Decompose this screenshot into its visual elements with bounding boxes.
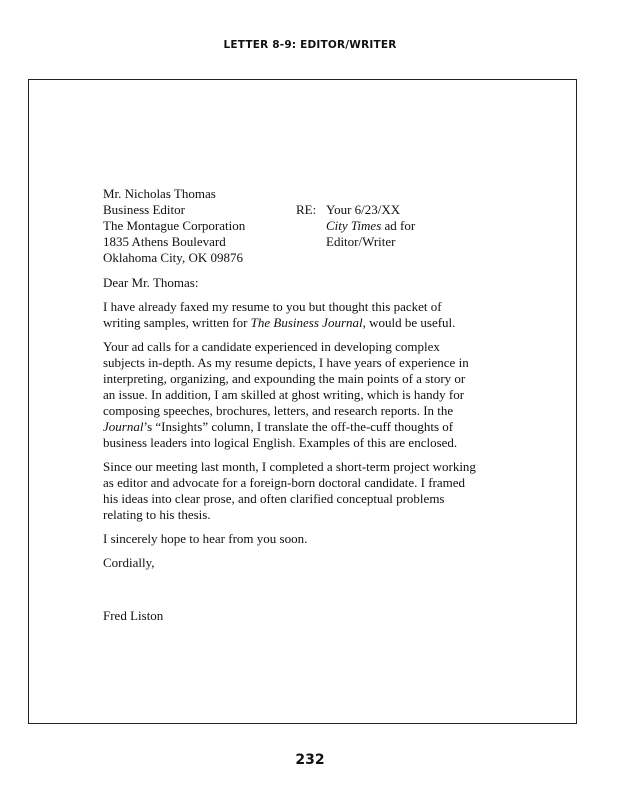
- salutation: Dear Mr. Thomas:: [103, 275, 199, 290]
- paragraph-2-text: ’s “Insights” column, I translate the off-the-cuff thoughts of: [143, 419, 454, 434]
- re-line-2: [326, 218, 415, 234]
- paragraph-2-line: subjects in-depth. As my resume depicts, I have years of experience in: [103, 355, 469, 370]
- paragraph-3: [103, 459, 503, 523]
- recipient-name: Mr. Nicholas Thomas: [103, 186, 216, 201]
- paragraph-1-line: [103, 315, 503, 331]
- paragraph-3-line: Since our meeting last month, I completed a short-term project working: [103, 459, 476, 474]
- re-label: RE:: [296, 202, 317, 217]
- paragraph-1-text: writing samples, written for: [103, 315, 251, 330]
- paragraph-2-line: an issue. In addition, I am skilled at ghost writing, which is handy for: [103, 387, 465, 402]
- journal-title: The Business Journal: [250, 315, 363, 330]
- re-line-3: Editor/Writer: [326, 234, 396, 249]
- paragraph-1-line: I have already faxed my resume to you but thought this packet of: [103, 299, 442, 314]
- paragraph-3-line: as editor and advocate for a foreign-born doctoral candidate. I framed: [103, 475, 466, 490]
- letter-body: [103, 186, 503, 624]
- paragraph-1: [103, 299, 503, 331]
- paragraph-2-line: [103, 419, 503, 435]
- re-line-1: Your 6/23/XX: [326, 202, 401, 217]
- re-line-2-rest: ad for: [381, 218, 416, 233]
- recipient-city: Oklahoma City, OK 09876: [103, 250, 243, 265]
- paragraph-1-text: , would be useful.: [362, 315, 456, 330]
- closing: Cordially,: [103, 555, 155, 570]
- recipient-company: The Montague Corporation: [103, 218, 246, 233]
- re-lines: [326, 202, 415, 250]
- recipient-title: Business Editor: [103, 202, 185, 217]
- journal-name: Journal: [103, 419, 144, 434]
- address-block: [103, 186, 503, 268]
- signature: Fred Liston: [103, 608, 164, 623]
- paragraph-2-line: interpreting, organizing, and expounding the main points of a story or: [103, 371, 466, 386]
- paragraph-3-line: his ideas into clear prose, and often clarified conceptual problems: [103, 491, 445, 506]
- page-title: LETTER 8-9: EDITOR/WRITER: [223, 39, 397, 51]
- paragraph-3-line: relating to his thesis.: [103, 507, 211, 522]
- paragraph-2-line: composing speeches, brochures, letters, and research reports. In the: [103, 403, 454, 418]
- paragraph-2: [103, 339, 503, 451]
- paragraph-4: I sincerely hope to hear from you soon.: [103, 531, 308, 546]
- page-number: 232: [295, 752, 325, 768]
- paragraph-2-line: business leaders into logical English. Examples of this are enclosed.: [103, 435, 458, 450]
- recipient-street: 1835 Athens Boulevard: [103, 234, 226, 249]
- paragraph-2-line: Your ad calls for a candidate experienced in developing complex: [103, 339, 440, 354]
- re-publication: City Times: [326, 218, 382, 233]
